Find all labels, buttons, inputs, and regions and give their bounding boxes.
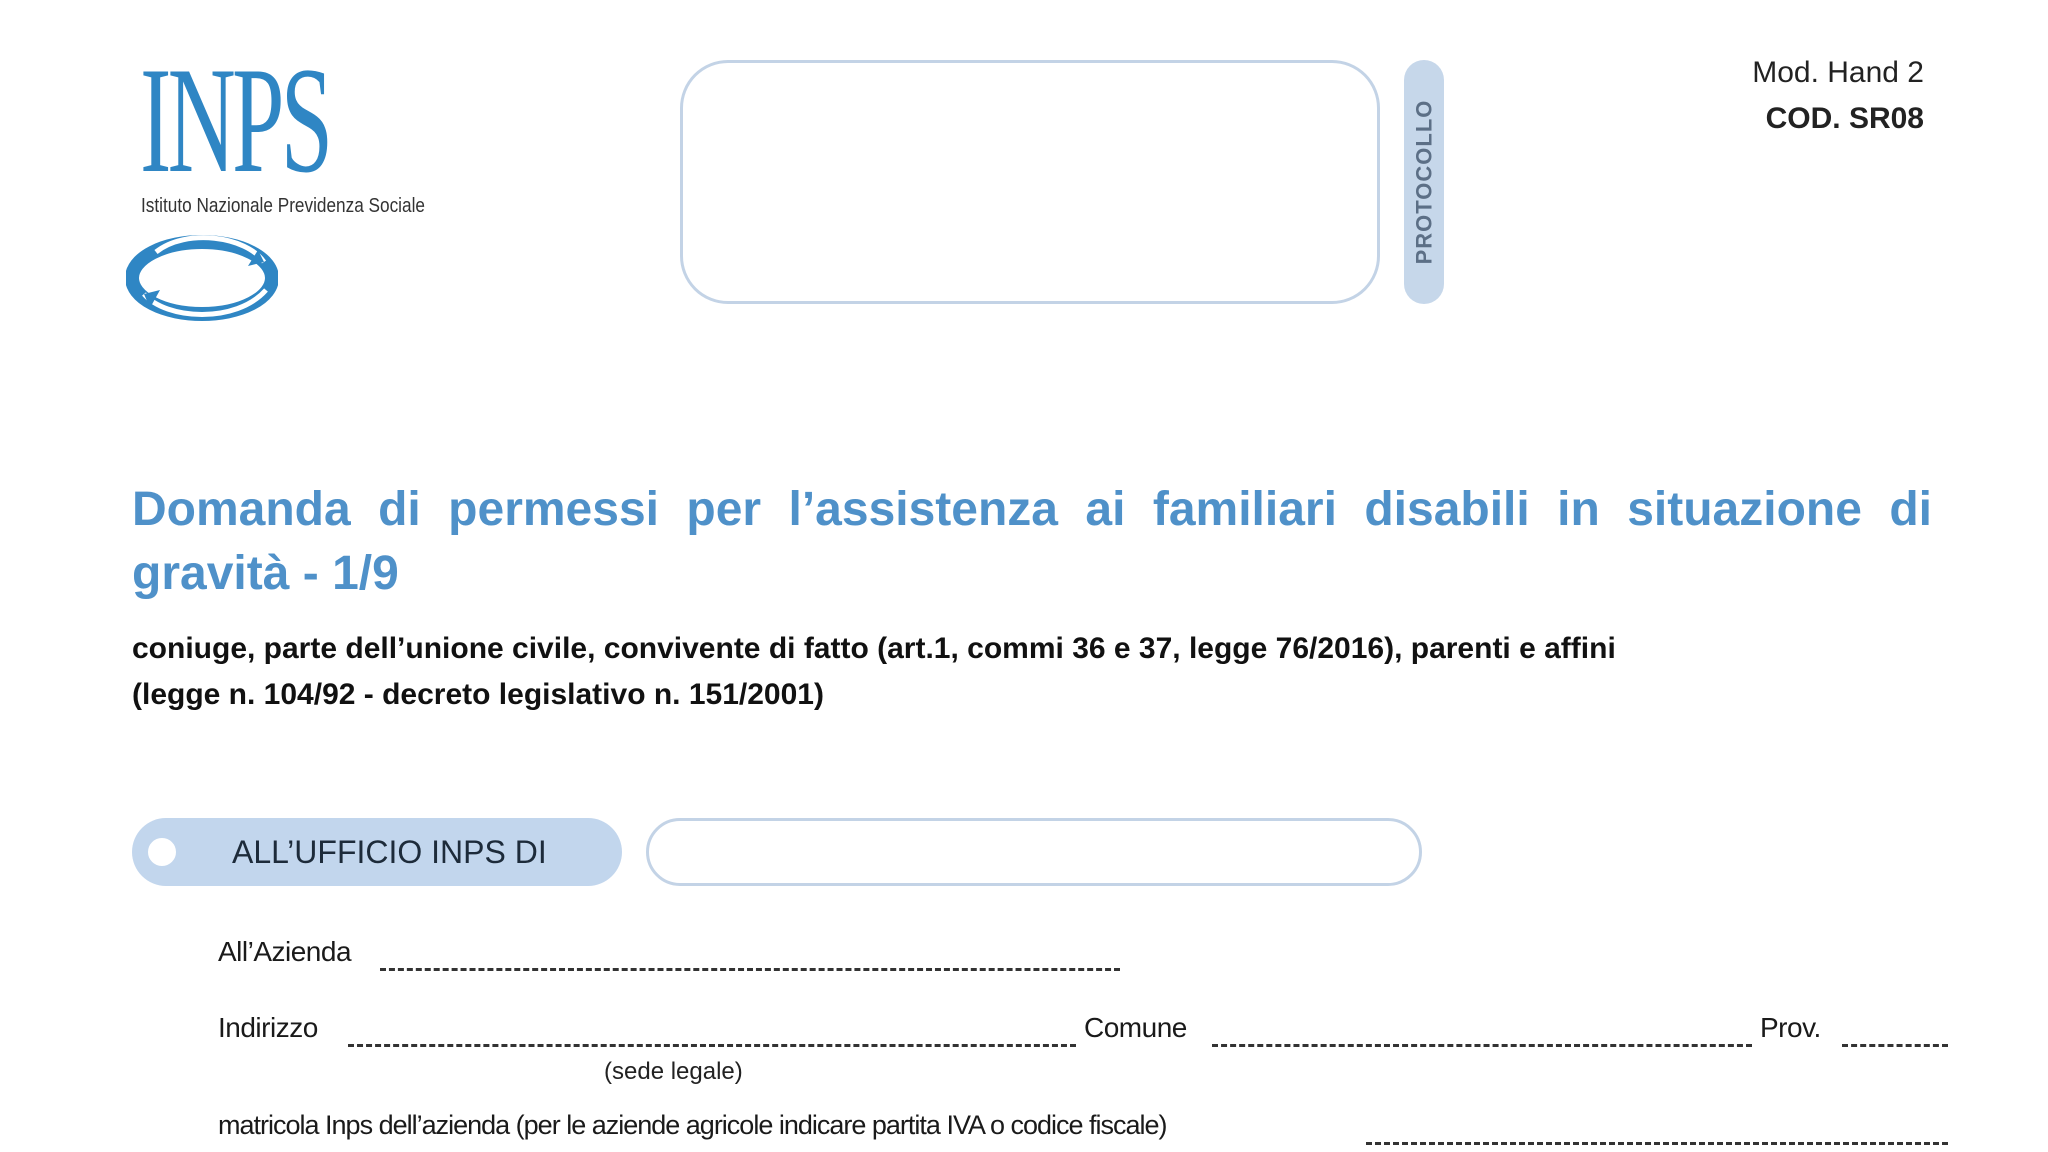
protocol-label-wrapper: [1404, 60, 1444, 304]
azienda-label: All’Azienda: [218, 936, 352, 967]
azienda-field[interactable]: [380, 968, 1120, 971]
prov-field[interactable]: [1842, 1044, 1948, 1047]
page-title: Domanda di permessi per l’assistenza ai familiari disabili in situazione di gravità - 1/9: [132, 483, 1932, 600]
matricola-field[interactable]: [1366, 1142, 1948, 1145]
protocol-stamp-box: [680, 60, 1380, 304]
bullet-circle-icon: [140, 830, 184, 874]
prov-label: Prov.: [1760, 1012, 1821, 1043]
indirizzo-label: Indirizzo: [218, 1012, 318, 1043]
inps-emblem-icon: [126, 232, 278, 324]
inps-logo-wordmark: INPS: [140, 36, 330, 204]
office-input-field[interactable]: [646, 818, 1422, 886]
page-subtitle: [132, 626, 1932, 718]
subtitle-line-2: (legge n. 104/92 - decreto legislativo n. 151/2001): [132, 678, 824, 711]
office-label: ALL’UFFICIO INPS DI: [232, 834, 547, 870]
model-number: Mod. Hand 2: [1752, 56, 1924, 89]
sede-legale-note: (sede legale): [604, 1058, 743, 1085]
protocol-label: PROTOCOLLO: [1411, 99, 1437, 265]
subtitle-line-1: coniuge, parte dell’unione civile, convivente di fatto (art.1, commi 36 e 37, legge 76/2016), parenti e affini: [132, 632, 1616, 665]
matricola-label: matricola Inps dell’azienda (per le aziende agricole indicare partita IVA o codice fiscale): [218, 1110, 1167, 1140]
inps-logo-subtitle: Istituto Nazionale Previdenza Sociale: [141, 195, 425, 217]
comune-field[interactable]: [1212, 1044, 1752, 1047]
indirizzo-field[interactable]: [348, 1044, 1076, 1047]
comune-label: Comune: [1084, 1012, 1187, 1043]
model-code: COD. SR08: [1765, 102, 1924, 135]
